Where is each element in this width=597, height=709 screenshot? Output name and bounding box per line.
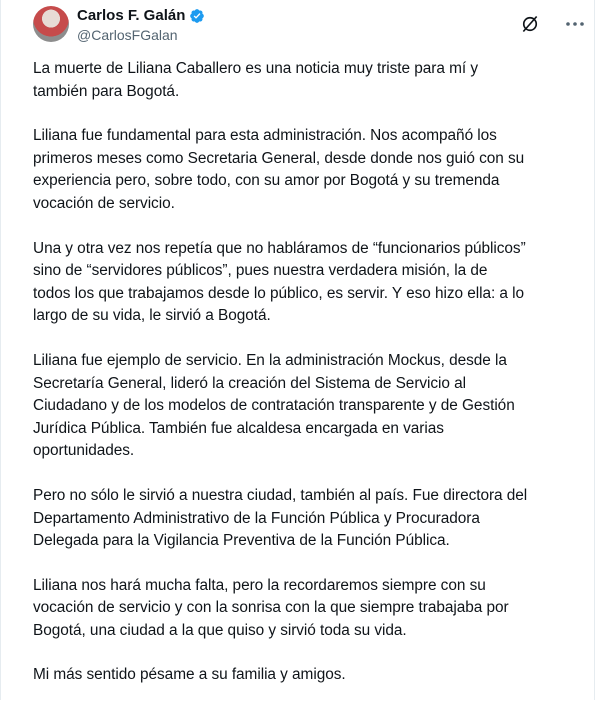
tweet-line: Jurídica Pública. También fue alcaldesa encargada en varias [33,419,444,437]
tweet-paragraph [33,350,573,463]
tweet-line: vocación de servicio y con la sonrisa con la que siempre trabajaba por [33,599,509,617]
tweet-line: Mi más sentido pésame a su familia y amigos. [33,666,346,684]
tweet-line: La muerte de Liliana Caballero es una noticia muy triste para mí y [33,60,478,77]
tweet-line: Ciudadano y de los modelos de contratación transparente y de Gestión [33,397,515,415]
author-name-row [77,7,205,25]
tweet-line: Secretaría General, lideró la creación del Sistema de Servicio al [33,374,467,392]
tweet-line: sino de “servidores públicos”, pues nuestra verdadera misión, la de [33,262,488,280]
author-name[interactable]: Carlos F. Galán [77,7,186,24]
tweet-line: Delegada para la Vigilancia Preventiva de la Función Pública. [33,532,450,550]
grok-icon[interactable] [520,14,540,34]
tweet-line: vocación de servicio. [33,194,175,212]
tweet-paragraph [33,125,573,215]
more-options-icon[interactable] [563,12,587,36]
tweet-paragraph [33,664,573,687]
tweet-line: todos los que trabajamos desde lo público, es servir. Y eso hizo ella: a lo [33,284,525,302]
tweet-text [33,58,573,709]
tweet-line: experiencia pero, sobre todo, con su amor por Bogotá y su tremenda [33,172,500,190]
tweet-paragraph [33,58,573,103]
tweet-line: Liliana fue fundamental para esta administración. Nos acompañó los [33,127,497,145]
verified-badge-icon [189,8,205,24]
tweet-paragraph [33,238,573,328]
tweet-paragraph [33,485,573,553]
tweet-line: Departamento Administrativo de la Función Pública y Procuradora [33,509,480,527]
tweet-line: Liliana fue ejemplo de servicio. En la administración Mockus, desde la [33,351,507,369]
tweet-line: largo de su vida, le sirvió a Bogotá. [33,307,271,325]
tweet-line: primeros meses como Secretaria General, desde donde nos guió con su [33,149,525,167]
tweet-line: Liliana nos hará mucha falta, pero la recordaremos siempre con su [33,576,486,594]
tweet-line: Pero no sólo le sirvió a nuestra ciudad, también al país. Fue directora del [33,486,528,504]
tweet-paragraph [33,575,573,643]
author-handle[interactable]: @CarlosFGalan [77,27,178,43]
tweet-line: también para Bogotá. [33,82,180,100]
avatar[interactable] [33,6,69,42]
tweet-line: oportunidades. [33,442,135,460]
tweet-line: Una y otra vez nos repetía que no habláramos de “funcionarios públicos” [33,239,526,257]
tweet-line: Bogotá, una ciudad a la que quiso y sirvió toda su vida. [33,621,407,639]
tweet-header [33,6,578,46]
